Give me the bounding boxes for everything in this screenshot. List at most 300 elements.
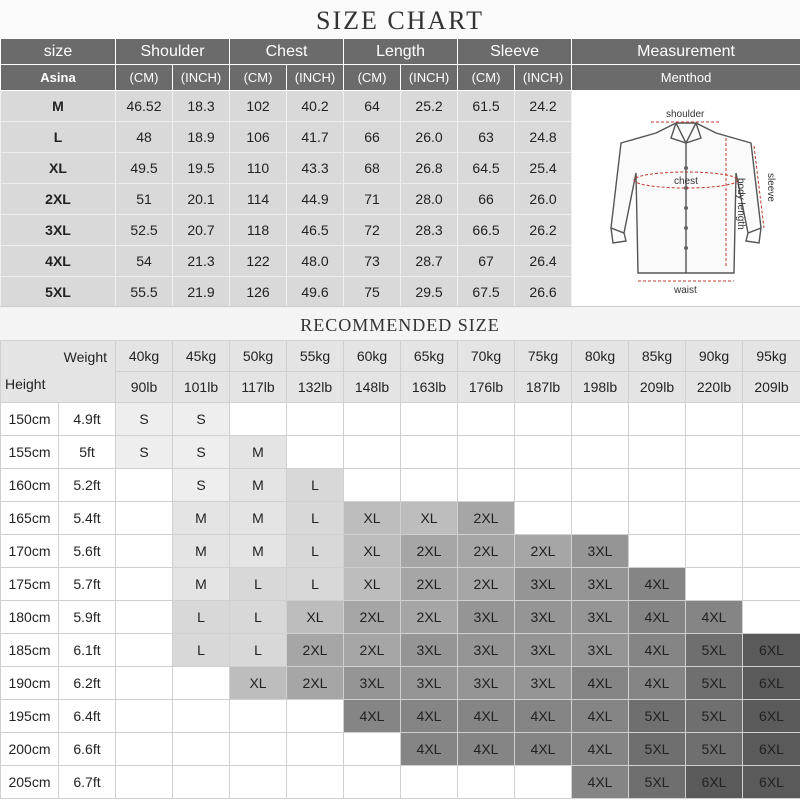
recommended-size-cell: XL [344,535,401,568]
measurement-cell: 51 [116,184,173,215]
recommended-size-cell [515,436,572,469]
recommended-size-cell: 5XL [629,766,686,799]
height-row [1,733,800,766]
size-name-cell: 3XL [1,215,116,246]
recommended-size-cell [344,733,401,766]
recommended-size-cell: M [173,535,230,568]
measurement-cell: 126 [230,277,287,308]
recommended-size-cell: 4XL [344,700,401,733]
measurement-cell: 73 [344,246,401,277]
measurement-cell: 18.3 [173,91,230,122]
recommended-size-cell [743,403,800,436]
recommended-size-cell: 4XL [629,601,686,634]
height-ft-cell: 6.7ft [59,766,116,799]
measurement-cell: 24.8 [515,122,572,153]
weight-lb-cell: 163lb [401,372,458,403]
recommended-size-title: RECOMMENDED SIZE [0,306,800,341]
height-ft-cell: 5.7ft [59,568,116,601]
sleeve-header: Sleeve [458,39,572,65]
recommended-size-cell: 4XL [629,634,686,667]
unit-inch: (INCH) [401,65,458,91]
size-header-row [1,39,800,65]
measurement-cell: 61.5 [458,91,515,122]
weight-lb-cell: 148lb [344,372,401,403]
measurement-cell: 114 [230,184,287,215]
measurement-cell: 46.52 [116,91,173,122]
weight-lb-cell: 220lb [686,372,743,403]
recommended-size-cell [401,436,458,469]
size-name-cell: 5XL [1,277,116,308]
recommended-size-cell [743,502,800,535]
recommended-size-cell: L [173,634,230,667]
recommended-size-cell [116,568,173,601]
weight-lb-cell: 187lb [515,372,572,403]
recommended-size-cell: M [230,469,287,502]
size-row [1,91,800,122]
measurement-cell: 26.6 [515,277,572,308]
height-row [1,469,800,502]
height-ft-cell: 6.2ft [59,667,116,700]
weight-kg-cell: 85kg [629,341,686,372]
height-cm-cell: 180cm [1,601,59,634]
weight-lb-cell: 176lb [458,372,515,403]
recommended-size-cell: 2XL [401,568,458,601]
height-cm-cell: 155cm [1,436,59,469]
weight-kg-cell: 60kg [344,341,401,372]
measurement-diagram [572,91,800,308]
weight-kg-cell: 50kg [230,341,287,372]
measurement-cell: 26.8 [401,153,458,184]
recommended-size-cell [173,766,230,799]
recommended-size-cell [116,601,173,634]
measurement-cell: 20.7 [173,215,230,246]
recommended-size-cell: 5XL [686,700,743,733]
recommended-size-cell: 5XL [686,634,743,667]
unit-cm: (CM) [230,65,287,91]
recommended-size-cell [287,403,344,436]
recommended-size-cell [344,766,401,799]
recommended-size-cell [344,403,401,436]
unit-header-row [1,65,800,91]
recommended-size-cell: 3XL [458,634,515,667]
measurement-cell: 44.9 [287,184,344,215]
recommended-size-cell: 2XL [344,634,401,667]
weight-lb-cell: 132lb [287,372,344,403]
height-cm-cell: 150cm [1,403,59,436]
measurement-cell: 26.2 [515,215,572,246]
measurement-cell: 49.6 [287,277,344,308]
recommended-size-cell [287,700,344,733]
recommended-size-cell: 3XL [515,667,572,700]
recommended-size-cell: XL [287,601,344,634]
unit-inch: (INCH) [173,65,230,91]
page-title: SIZE CHART [0,0,800,39]
recommended-size-cell: L [287,469,344,502]
recommended-size-cell [116,502,173,535]
recommended-size-cell [743,436,800,469]
recommended-size-cell [173,700,230,733]
recommended-size-cell: XL [401,502,458,535]
measurement-cell: 72 [344,215,401,246]
brand-label: Asina [1,65,116,91]
recommended-size-cell [629,535,686,568]
recommended-size-cell: 3XL [401,667,458,700]
height-ft-cell: 5.4ft [59,502,116,535]
recommended-size-cell: 3XL [572,601,629,634]
weight-lb-row [1,372,800,403]
measurement-cell: 48.0 [287,246,344,277]
measurement-cell: 26.0 [401,122,458,153]
unit-cm: (CM) [116,65,173,91]
recommended-size-cell: 4XL [686,601,743,634]
waist-label: waist [674,284,697,296]
recommended-size-cell [686,403,743,436]
recommended-size-cell: 2XL [344,601,401,634]
recommended-size-cell [515,502,572,535]
height-row [1,700,800,733]
measurement-cell: 52.5 [116,215,173,246]
measurement-cell: 118 [230,215,287,246]
recommended-size-cell: 4XL [629,667,686,700]
measurement-cell: 67.5 [458,277,515,308]
recommended-size-cell: L [173,601,230,634]
recommended-size-cell: S [173,403,230,436]
measurement-cell: 75 [344,277,401,308]
height-label: Height [5,376,46,392]
recommended-size-cell [629,403,686,436]
height-cm-cell: 205cm [1,766,59,799]
recommended-size-cell: 3XL [572,535,629,568]
recommended-size-cell: 6XL [686,766,743,799]
measurement-cell: 26.0 [515,184,572,215]
recommended-size-cell: 3XL [458,667,515,700]
measurement-cell: 68 [344,153,401,184]
measurement-cell: 106 [230,122,287,153]
size-name-cell: 2XL [1,184,116,215]
weight-label: Weight [63,349,107,365]
recommended-size-cell: S [116,436,173,469]
recommended-size-cell [686,436,743,469]
measurement-cell: 25.2 [401,91,458,122]
recommended-size-cell [344,469,401,502]
recommended-size-cell: 4XL [629,568,686,601]
recommended-size-cell [458,469,515,502]
recommended-size-cell: 4XL [401,700,458,733]
measurement-cell: 67 [458,246,515,277]
measurement-cell: 21.3 [173,246,230,277]
recommended-size-cell: M [230,436,287,469]
height-row [1,601,800,634]
measurement-header: Measurement [572,39,800,65]
height-cm-cell: 195cm [1,700,59,733]
recommended-size-cell: 6XL [743,700,800,733]
height-cm-cell: 190cm [1,667,59,700]
height-cm-cell: 170cm [1,535,59,568]
recommended-size-cell: 2XL [401,535,458,568]
recommended-size-cell [743,469,800,502]
weight-kg-cell: 55kg [287,341,344,372]
recommended-size-cell [686,502,743,535]
recommended-size-cell: 2XL [515,535,572,568]
recommended-size-cell [686,535,743,568]
recommended-size-cell [686,568,743,601]
measurement-cell: 49.5 [116,153,173,184]
recommended-size-cell [515,469,572,502]
recommended-size-cell: 2XL [458,535,515,568]
measurement-cell: 28.7 [401,246,458,277]
measurement-cell: 64 [344,91,401,122]
recommended-size-cell [401,403,458,436]
recommended-size-cell [629,502,686,535]
measurement-cell: 55.5 [116,277,173,308]
recommended-size-cell: S [173,469,230,502]
measurement-cell: 28.0 [401,184,458,215]
recommended-size-cell [287,733,344,766]
recommended-size-cell: L [287,535,344,568]
recommended-size-cell [173,667,230,700]
measurement-cell: 18.9 [173,122,230,153]
measurement-cell: 29.5 [401,277,458,308]
recommended-size-cell: XL [344,502,401,535]
recommended-size-cell: S [173,436,230,469]
weight-lb-cell: 198lb [572,372,629,403]
recommended-size-cell: 4XL [458,733,515,766]
recommended-size-cell [401,469,458,502]
length-header: Length [344,39,458,65]
height-ft-cell: 5.9ft [59,601,116,634]
size-name-cell: XL [1,153,116,184]
recommended-size-cell: M [230,535,287,568]
unit-cm: (CM) [344,65,401,91]
height-ft-cell: 6.4ft [59,700,116,733]
height-row [1,667,800,700]
recommended-size-cell [116,766,173,799]
recommended-size-cell [458,436,515,469]
recommended-size-cell: 6XL [743,766,800,799]
recommended-size-cell: 5XL [629,700,686,733]
recommended-size-cell: L [230,634,287,667]
height-row [1,403,800,436]
weight-lb-cell: 117lb [230,372,287,403]
recommended-size-cell [686,469,743,502]
recommended-size-cell: 4XL [515,700,572,733]
measurement-cell: 19.5 [173,153,230,184]
measurement-cell: 110 [230,153,287,184]
recommended-size-cell: M [173,502,230,535]
weight-kg-cell: 65kg [401,341,458,372]
recommended-size-cell: 2XL [287,634,344,667]
recommended-size-cell: 3XL [572,568,629,601]
recommended-size-cell: 6XL [743,634,800,667]
shoulder-header: Shoulder [116,39,230,65]
measurement-cell: 25.4 [515,153,572,184]
measurement-cell: 26.4 [515,246,572,277]
recommended-size-cell: 3XL [515,634,572,667]
recommended-size-cell: 5XL [686,733,743,766]
recommended-size-cell [344,436,401,469]
weight-kg-cell: 95kg [743,341,800,372]
height-cm-cell: 165cm [1,502,59,535]
chest-header: Chest [230,39,344,65]
measurement-cell: 20.1 [173,184,230,215]
height-ft-cell: 6.1ft [59,634,116,667]
recommended-size-cell: 3XL [458,601,515,634]
measurement-cell: 66 [344,122,401,153]
measurement-cell: 43.3 [287,153,344,184]
chest-label: chest [674,175,698,187]
recommended-size-cell [116,634,173,667]
recommended-size-cell: L [230,601,287,634]
recommended-size-cell: L [287,502,344,535]
shirt-diagram [586,98,786,298]
recommended-size-cell [515,403,572,436]
size-name-cell: 4XL [1,246,116,277]
height-ft-cell: 5ft [59,436,116,469]
recommended-size-cell: 6XL [743,733,800,766]
recommended-size-cell [230,700,287,733]
recommended-size-cell: 4XL [572,766,629,799]
measurement-cell: 64.5 [458,153,515,184]
weight-kg-cell: 70kg [458,341,515,372]
weight-lb-cell: 209lb [743,372,800,403]
measurement-cell: 28.3 [401,215,458,246]
recommended-size-cell [458,766,515,799]
recommended-size-cell [230,733,287,766]
method-label: Menthod [572,65,800,91]
unit-inch: (INCH) [515,65,572,91]
shoulder-label: shoulder [666,108,705,120]
recommended-size-cell: 3XL [515,601,572,634]
measurement-cell: 63 [458,122,515,153]
height-row [1,568,800,601]
measurement-cell: 102 [230,91,287,122]
recommended-size-cell [572,403,629,436]
height-cm-cell: 200cm [1,733,59,766]
recommended-size-cell [230,766,287,799]
weight-height-corner [1,341,116,403]
recommended-size-cell: 5XL [629,733,686,766]
recommended-size-cell [401,766,458,799]
recommended-size-cell [116,535,173,568]
height-ft-cell: 5.2ft [59,469,116,502]
height-cm-cell: 175cm [1,568,59,601]
weight-kg-cell: 75kg [515,341,572,372]
recommended-size-cell [572,436,629,469]
recommended-size-cell [116,700,173,733]
recommended-size-cell [116,469,173,502]
height-row [1,436,800,469]
recommended-size-cell: 6XL [743,667,800,700]
weight-lb-cell: 90lb [116,372,173,403]
recommended-size-cell [743,535,800,568]
height-ft-cell: 5.6ft [59,535,116,568]
measurement-cell: 41.7 [287,122,344,153]
recommended-size-cell [743,568,800,601]
weight-kg-cell: 45kg [173,341,230,372]
height-ft-cell: 4.9ft [59,403,116,436]
height-row [1,634,800,667]
recommended-size-cell: S [116,403,173,436]
measurement-cell: 21.9 [173,277,230,308]
height-ft-cell: 6.6ft [59,733,116,766]
recommended-size-cell: 4XL [401,733,458,766]
recommended-size-cell [515,766,572,799]
body-length-label: body length [735,177,747,230]
measurement-cell: 66.5 [458,215,515,246]
measurement-cell: 54 [116,246,173,277]
recommended-size-cell: XL [230,667,287,700]
recommended-size-cell: 2XL [401,601,458,634]
recommended-size-cell: 4XL [572,733,629,766]
unit-inch: (INCH) [287,65,344,91]
weight-kg-cell: 90kg [686,341,743,372]
recommended-size-cell: 3XL [401,634,458,667]
weight-kg-cell: 80kg [572,341,629,372]
recommended-size-cell: 4XL [458,700,515,733]
height-row [1,535,800,568]
measurement-cell: 66 [458,184,515,215]
recommended-size-cell [572,469,629,502]
recommended-size-cell: 2XL [287,667,344,700]
size-chart-table [0,38,800,308]
measurement-cell: 46.5 [287,215,344,246]
size-header: size [1,39,116,65]
recommended-size-cell: L [287,568,344,601]
recommended-size-cell: 4XL [515,733,572,766]
recommended-size-cell: 2XL [458,568,515,601]
recommended-size-cell [230,403,287,436]
recommended-size-cell: 4XL [572,667,629,700]
recommended-size-cell [743,601,800,634]
recommended-size-cell: 3XL [344,667,401,700]
recommended-size-cell [458,403,515,436]
weight-kg-cell: 40kg [116,341,173,372]
recommended-size-cell: 5XL [686,667,743,700]
recommended-size-cell [572,502,629,535]
height-cm-cell: 185cm [1,634,59,667]
measurement-cell: 24.2 [515,91,572,122]
recommended-size-cell: M [230,502,287,535]
size-name-cell: L [1,122,116,153]
recommended-size-cell [629,469,686,502]
height-row [1,766,800,799]
weight-kg-row [1,341,800,372]
recommended-size-table [0,340,800,799]
unit-cm: (CM) [458,65,515,91]
weight-lb-cell: 209lb [629,372,686,403]
height-row [1,502,800,535]
recommended-size-cell: L [230,568,287,601]
measurement-cell: 40.2 [287,91,344,122]
measurement-cell: 122 [230,246,287,277]
height-cm-cell: 160cm [1,469,59,502]
sleeve-label: sleeve [765,172,777,202]
measurement-cell: 71 [344,184,401,215]
recommended-size-cell: 3XL [515,568,572,601]
weight-lb-cell: 101lb [173,372,230,403]
recommended-size-cell [287,436,344,469]
measurement-cell: 48 [116,122,173,153]
recommended-size-cell: M [173,568,230,601]
recommended-size-cell: 2XL [458,502,515,535]
recommended-size-cell [116,733,173,766]
recommended-size-cell [173,733,230,766]
recommended-size-cell [116,667,173,700]
recommended-size-cell [287,766,344,799]
recommended-size-cell: XL [344,568,401,601]
recommended-size-cell: 3XL [572,634,629,667]
recommended-size-cell: 4XL [572,700,629,733]
